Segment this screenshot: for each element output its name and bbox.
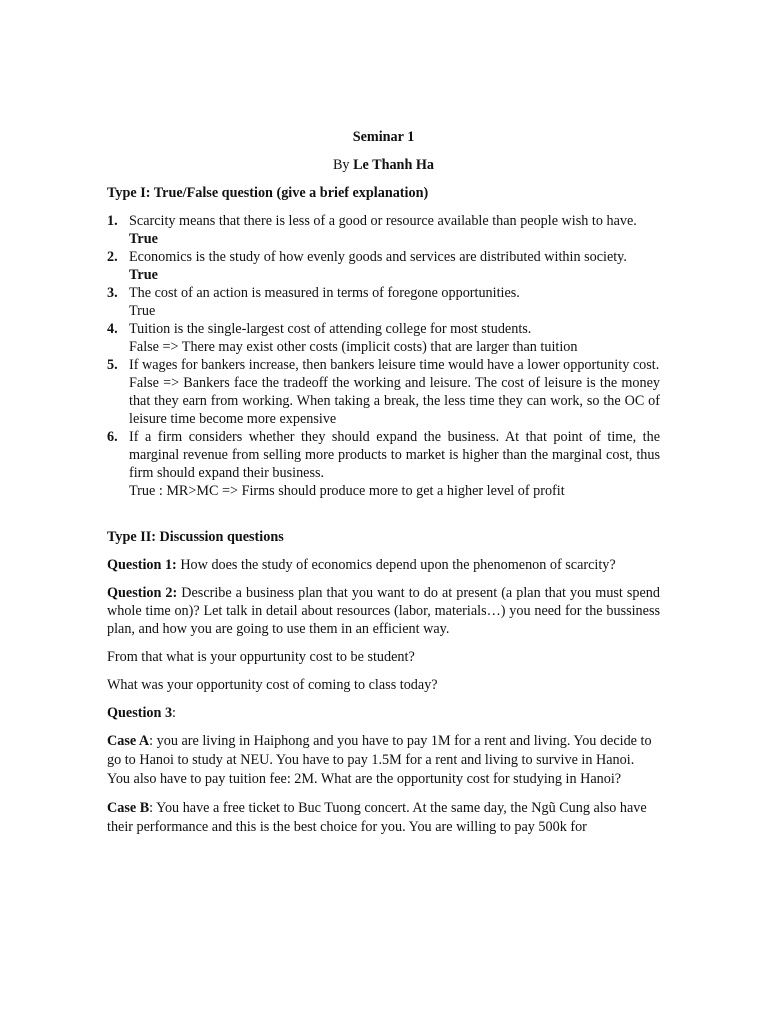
- question-3: [107, 704, 660, 722]
- document-title: Seminar 1: [352, 129, 415, 145]
- item-number: 1.: [107, 213, 118, 229]
- list-item: [107, 428, 660, 500]
- item-answer: False => Bankers face the tradeoff the working and leisure. The cost of leisure is the money that they earn from working. When taking a break, the less time they can work, so the OC of leisure time become more expensive: [129, 375, 660, 427]
- item-answer: True: [129, 267, 158, 283]
- document-page: [107, 128, 660, 847]
- item-question: If a firm considers whether they should expand the business. At that point of time, the marginal revenue from selling more products to market is higher than the marginal cost, thus firm should expand their business.: [129, 429, 660, 481]
- item-question: Scarcity means that there is less of a good or resource available than people wish to have.: [129, 213, 637, 229]
- list-item: [107, 284, 660, 320]
- case-a-text: : you are living in Haiphong and you have to pay 1M for a rent and living. You decide to go to Hanoi to study at NEU. You have to pay 1.5M for a rent and living to survive in Hanoi. You also have to pay tuition fee: 2M. What are the opportunity cost for studying in Hanoi?: [107, 733, 652, 787]
- author-prefix: By: [332, 157, 354, 173]
- list-item: [107, 320, 660, 356]
- item-answer: True: [129, 303, 156, 319]
- type2-heading: Type II: Discussion questions: [107, 529, 284, 545]
- author-line: [107, 156, 660, 174]
- item-answer: False => There may exist other costs (implicit costs) that are larger than tuition: [129, 339, 578, 355]
- question-2-followup-1: From that what is your oppurtunity cost to be student?: [107, 649, 415, 665]
- item-question: The cost of an action is measured in terms of foregone opportunities.: [129, 285, 520, 301]
- item-question: Tuition is the single-largest cost of attending college for most students.: [129, 321, 532, 337]
- case-a-label: Case A: [107, 733, 150, 749]
- true-false-list: [107, 212, 660, 500]
- case-b-label: Case B: [107, 800, 150, 816]
- question-1-text: How does the study of economics depend upon the phenomenon of scarcity?: [176, 557, 616, 573]
- item-number: 5.: [107, 357, 118, 373]
- item-number: 4.: [107, 321, 118, 337]
- case-a: [107, 732, 660, 789]
- question-3-colon: :: [172, 705, 176, 721]
- type1-heading: Type I: True/False question (give a brief explanation): [107, 185, 429, 201]
- question-2-text: Describe a business plan that you want to do at present (a plan that you must spend whole time on)? Let talk in detail about resources (labor, materials…) you need for the bussiness plan, and how you are going to use them in an efficient way.: [107, 585, 660, 637]
- item-number: 3.: [107, 285, 118, 301]
- case-b-text: : You have a free ticket to Buc Tuong concert. At the same day, the Ngũ Cung also have their performance and this is the best choice for you. You are willing to pay 500k for: [107, 800, 647, 835]
- item-question: Economics is the study of how evenly goods and services are distributed within society.: [129, 249, 627, 265]
- question-2-label: Question 2:: [107, 585, 178, 601]
- author-name: Le Thanh Ha: [353, 157, 435, 173]
- item-question: If wages for bankers increase, then bankers leisure time would have a lower opportunity cost.: [129, 357, 660, 373]
- section-spacer: [107, 500, 660, 528]
- question-1-label: Question 1:: [107, 557, 177, 573]
- question-1: [107, 556, 660, 574]
- question-3-label: Question 3: [107, 705, 173, 721]
- list-item: [107, 212, 660, 248]
- item-answer: True : MR>MC => Firms should produce more to get a higher level of profit: [129, 483, 565, 499]
- item-answer: True: [129, 231, 158, 247]
- question-2-followup-2: What was your opportunity cost of coming to class today?: [107, 677, 438, 693]
- list-item: [107, 356, 660, 428]
- case-b: [107, 799, 660, 837]
- list-item: [107, 248, 660, 284]
- item-number: 6.: [107, 429, 118, 445]
- item-number: 2.: [107, 249, 118, 265]
- question-2: [107, 584, 660, 638]
